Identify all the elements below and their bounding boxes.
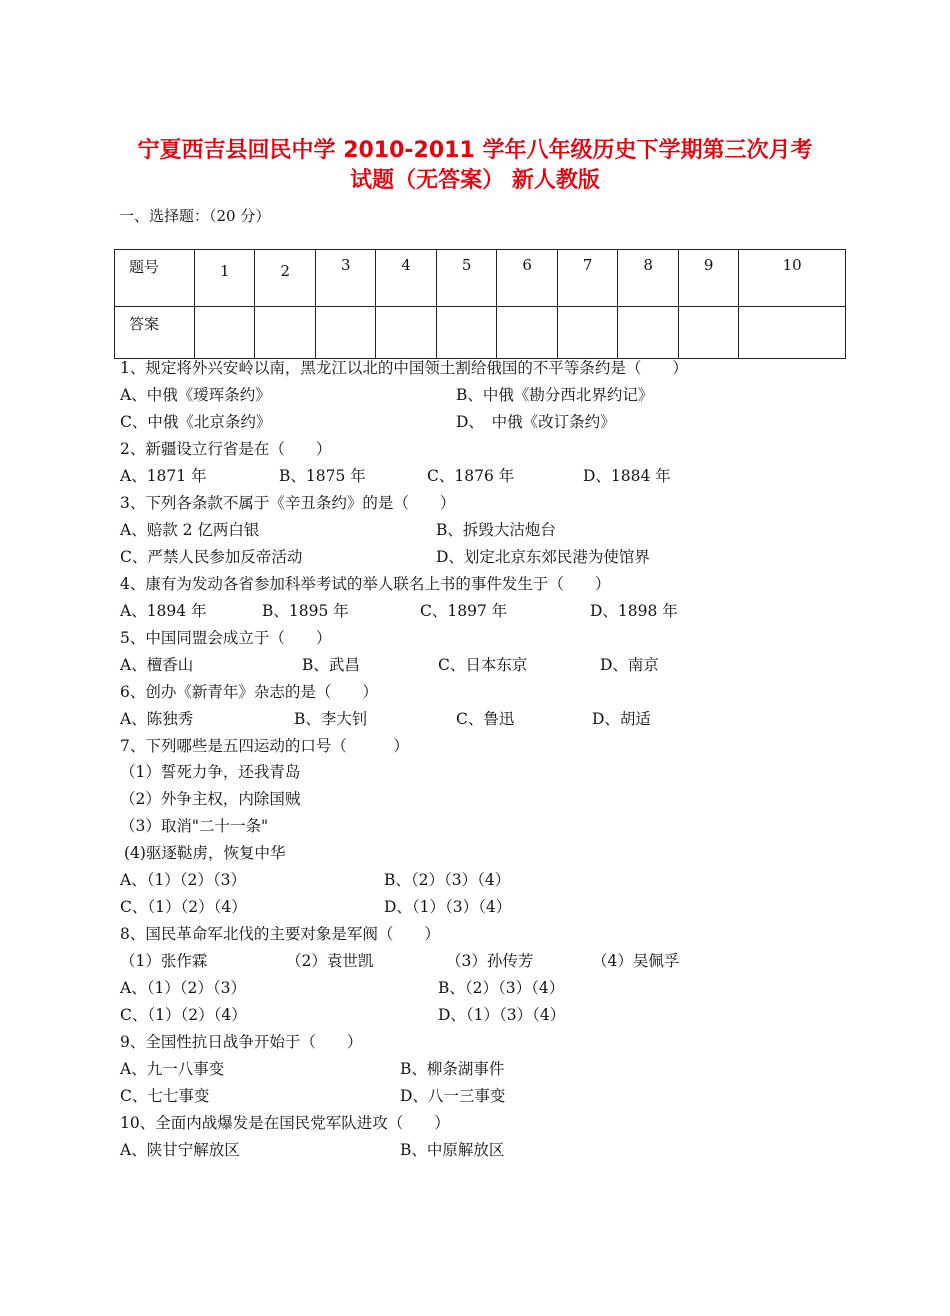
option-a: A、陕甘宁解放区 <box>120 1141 240 1159</box>
option-a: A、（1）（2）（3） <box>120 979 247 997</box>
option-c: C、七七事变 <box>120 1087 210 1105</box>
question-number-cell: 3 <box>315 250 375 307</box>
option-c: C、严禁人民参加反帝活动 <box>120 548 303 566</box>
question-2-stem: 2、新疆设立行省是在（ ） <box>120 440 332 458</box>
warlord-item: （4）吴佩孚 <box>592 952 680 970</box>
option-d: D、 中俄《改订条约》 <box>456 413 616 431</box>
question-number-cell: 4 <box>376 250 436 307</box>
question-number-row <box>115 250 846 307</box>
question-6-stem: 6、创办《新青年》杂志的是（ ） <box>120 683 378 701</box>
answer-cell[interactable] <box>255 307 315 359</box>
option-b: B、拆毁大沽炮台 <box>436 521 556 539</box>
question-1-stem: 1、规定将外兴安岭以南，黑龙江以北的中国领土割给俄国的不平等条约是（ ） <box>120 359 688 377</box>
slogan-item: （3）取消"二十一条" <box>120 817 269 835</box>
answer-cell[interactable] <box>195 307 255 359</box>
option-c: C、（1）（2）（4） <box>120 898 247 916</box>
answer-cell[interactable] <box>376 307 436 359</box>
answer-cell[interactable] <box>497 307 557 359</box>
option-b: B、武昌 <box>302 656 360 674</box>
option-d: D、八一三事变 <box>400 1087 506 1105</box>
question-9-stem: 9、全国性抗日战争开始于（ ） <box>120 1033 363 1051</box>
option-c: C、日本东京 <box>438 656 528 674</box>
warlord-item: （3）孙传芳 <box>446 952 534 970</box>
option-d: D、南京 <box>600 656 659 674</box>
section-heading: 一、选择题：（20 分） <box>119 207 271 225</box>
question-number-cell: 1 <box>195 250 255 307</box>
option-c: C、1876 年 <box>427 467 515 485</box>
option-b: B、（2）（3）（4） <box>438 979 565 997</box>
option-b: B、（2）（3）（4） <box>384 871 511 889</box>
option-a: A、（1）（2）（3） <box>120 871 247 889</box>
option-b: B、1895 年 <box>262 602 349 620</box>
answer-cell[interactable] <box>436 307 496 359</box>
answer-cell[interactable] <box>618 307 678 359</box>
option-c: C、鲁迅 <box>456 710 515 728</box>
question-number-cell: 8 <box>618 250 678 307</box>
question-number-cell: 2 <box>255 250 315 307</box>
option-b: B、中俄《勘分西北界约记》 <box>456 386 654 404</box>
question-8-stem: 8、国民革命军北伐的主要对象是军阀（ ） <box>120 925 440 943</box>
option-a: A、1871 年 <box>120 467 207 485</box>
option-a: A、陈独秀 <box>120 710 194 728</box>
warlord-item: （1）张作霖 <box>120 952 208 970</box>
question-10-stem: 10、全面内战爆发是在国民党军队进攻（ ） <box>120 1114 450 1132</box>
question-number-cell: 7 <box>557 250 617 307</box>
document-title-line-1: 宁夏西吉县回民中学 2010-2011 学年八年级历史下学期第三次月考 <box>137 138 813 163</box>
option-d: D、胡适 <box>592 710 651 728</box>
answer-table <box>114 249 846 359</box>
option-c: C、（1）（2）（4） <box>120 1006 247 1024</box>
document-title-line-2: 试题（无答案） 新人教版 <box>350 168 600 193</box>
question-4-stem: 4、康有为发动各省参加科举考试的举人联名上书的事件发生于（ ） <box>120 575 611 593</box>
answer-cell[interactable] <box>678 307 738 359</box>
option-d: D、（1）（3）（4） <box>384 898 512 916</box>
option-a: A、赔款 2 亿两白银 <box>120 521 260 539</box>
slogan-item: （2）外争主权，内除国贼 <box>120 790 301 808</box>
option-d: D、1898 年 <box>590 602 678 620</box>
question-5-stem: 5、中国同盟会成立于（ ） <box>120 629 332 647</box>
answer-cell[interactable] <box>739 307 846 359</box>
option-d: D、划定北京东郊民港为使馆界 <box>436 548 650 566</box>
option-a: A、檀香山 <box>120 656 194 674</box>
question-number-cell: 9 <box>678 250 738 307</box>
option-d: D、（1）（3）（4） <box>438 1006 566 1024</box>
question-number-cell: 6 <box>497 250 557 307</box>
option-b: B、中原解放区 <box>400 1141 505 1159</box>
question-number-cell: 10 <box>739 250 846 307</box>
option-c: C、1897 年 <box>420 602 508 620</box>
option-b: B、柳条湖事件 <box>400 1060 505 1078</box>
option-b: B、1875 年 <box>279 467 366 485</box>
question-7-stem: 7、下列哪些是五四运动的口号（ ） <box>120 737 409 755</box>
answer-row <box>115 307 846 359</box>
answer-cell[interactable] <box>557 307 617 359</box>
option-a: A、九一八事变 <box>120 1060 225 1078</box>
warlord-item: （2）袁世凯 <box>286 952 374 970</box>
answer-label: 答案 <box>115 307 195 359</box>
option-b: B、李大钊 <box>294 710 368 728</box>
question-number-cell: 5 <box>436 250 496 307</box>
option-c: C、中俄《北京条约》 <box>120 413 272 431</box>
slogan-item: (4)驱逐鞑虏，恢复中华 <box>124 844 286 862</box>
question-3-stem: 3、下列各条款不属于《辛丑条约》的是（ ） <box>120 494 456 512</box>
question-number-label: 题号 <box>115 250 195 307</box>
option-a: A、1894 年 <box>120 602 207 620</box>
slogan-item: （1）誓死力争，还我青岛 <box>120 763 301 781</box>
option-d: D、1884 年 <box>583 467 671 485</box>
answer-cell[interactable] <box>315 307 375 359</box>
option-a: A、中俄《瑷珲条约》 <box>120 386 271 404</box>
